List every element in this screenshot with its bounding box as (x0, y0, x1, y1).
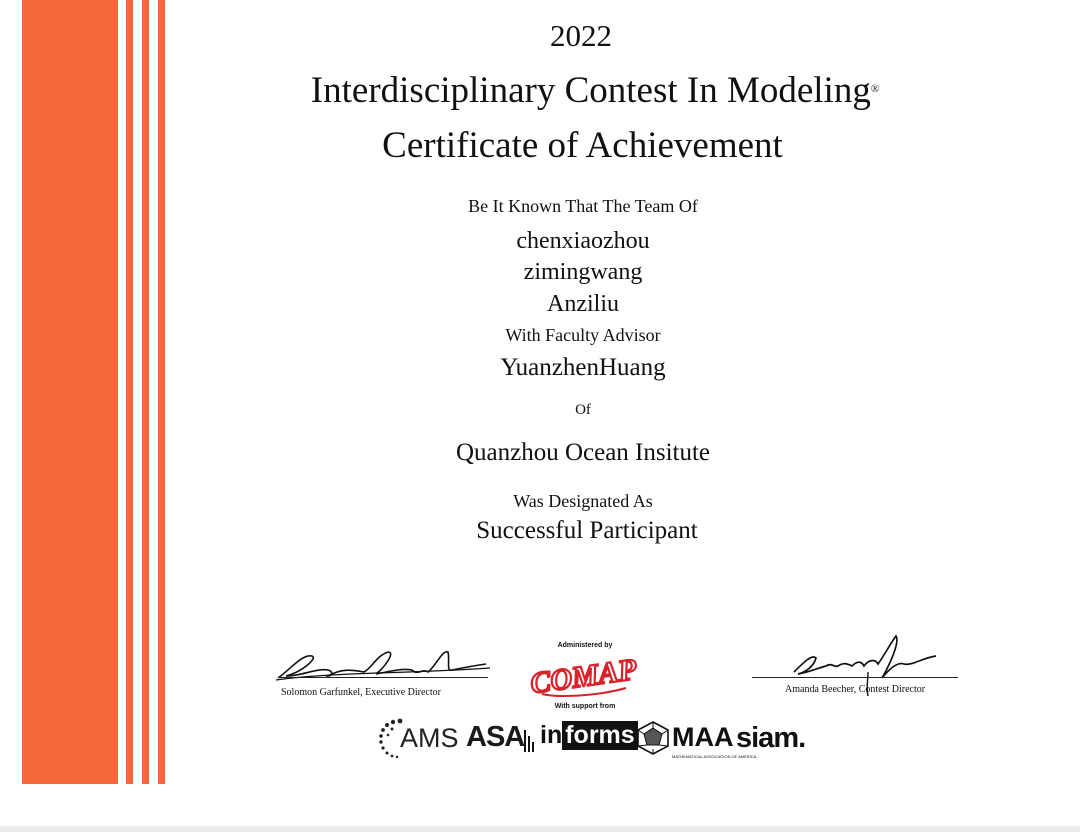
maa-subtitle: MATHEMATICAL ASSOCIATION OF AMERICA (672, 754, 757, 759)
asa-logo (466, 721, 534, 754)
designation-value: Successful Participant (476, 517, 698, 544)
advisor-label: With Faculty Advisor (505, 325, 661, 345)
bottom-strip (0, 826, 1080, 832)
informs-logo-text-b: forms (562, 721, 637, 750)
informs-logo-text-a: in (540, 721, 563, 749)
signature-line-right (752, 677, 958, 678)
administered-by-label: Administered by (557, 642, 613, 649)
side-stripe (158, 0, 165, 784)
asa-logo-text: ASA (466, 721, 525, 753)
signature-solomon-garfunkel (272, 642, 494, 690)
registered-mark: ® (870, 83, 880, 95)
designation-label: Was Designated As (513, 491, 653, 511)
signature-line-left (278, 677, 488, 678)
certificate-year: 2022 (550, 18, 612, 53)
support-label: With support from (554, 703, 616, 710)
team-member: Anziliu (547, 291, 619, 317)
institution-name: Quanzhou Ocean Insitute (455, 439, 711, 466)
intro-text: Be It Known That The Team Of (468, 196, 698, 216)
asa-bars-icon (524, 724, 534, 754)
comap-logo-text: COMAP (528, 652, 639, 701)
informs-logo (540, 721, 638, 755)
maa-logo-text: MAA (672, 722, 734, 752)
signature-caption-right: Amanda Beecher, Contest Director (785, 684, 926, 695)
advisor-name: YuanzhenHuang (500, 354, 666, 381)
team-member: chenxiaozhou (516, 228, 650, 254)
siam-logo: siam. (736, 722, 806, 754)
comap-logo (528, 650, 639, 701)
maa-polyhedron-icon (636, 720, 670, 756)
side-stripe (126, 0, 133, 784)
certificate-title: Certificate of Achievement (382, 125, 783, 166)
contest-name: Interdisciplinary Contest In Modeling (310, 70, 871, 111)
of-label: Of (575, 402, 591, 418)
signature-caption-left: Solomon Garfunkel, Executive Director (281, 687, 441, 698)
ams-logo (378, 717, 459, 764)
ams-logo-text: AMS (400, 723, 459, 753)
side-stripe-main (22, 0, 118, 784)
team-member: zimingwang (523, 259, 643, 285)
maa-logo (636, 720, 757, 761)
contest-title (250, 69, 940, 112)
side-stripe (142, 0, 149, 784)
